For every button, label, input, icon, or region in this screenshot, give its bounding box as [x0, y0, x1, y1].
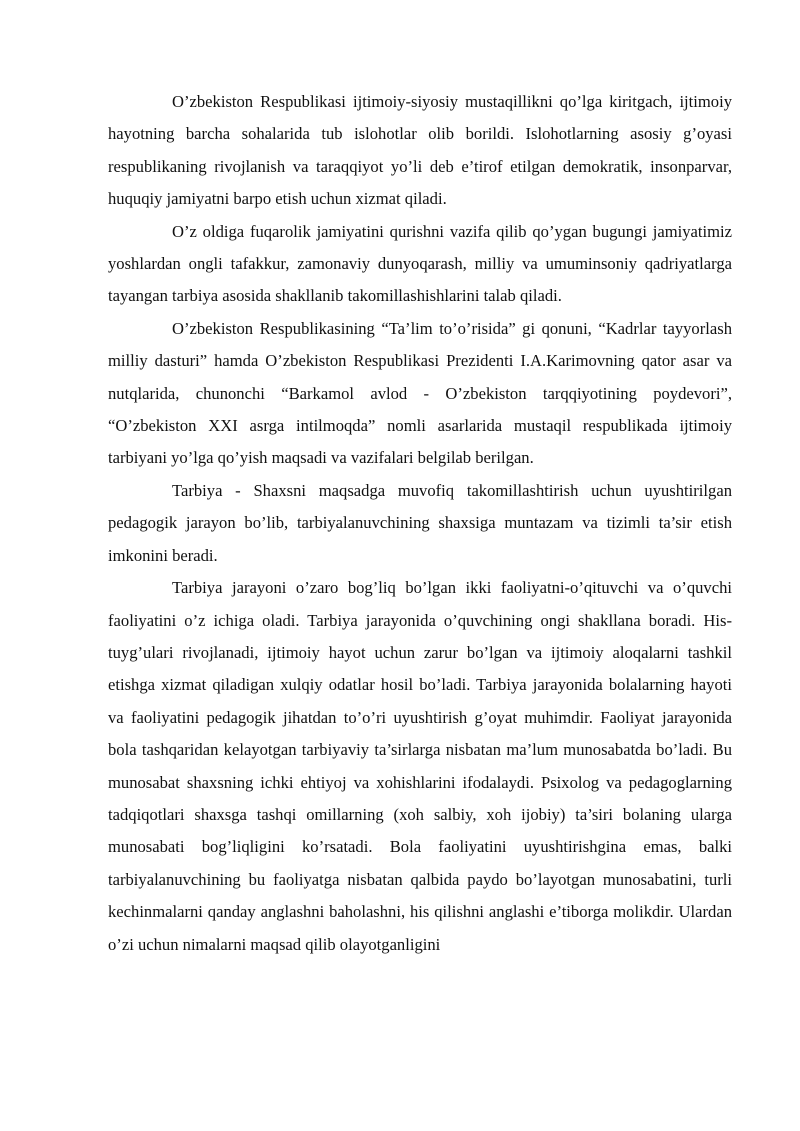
paragraph-5: Tarbiya jarayoni o’zaro bog’liq bo’lgan ikki faoliyatni-o’qituvchi va o’quvchi faoliyatini o’z ichiga oladi. Tarbiya jarayonida o’quvchining ongi shakllana boradi. His-tuyg’ulari rivojlanadi, ijtimoiy hayot uchun zarur bo’lgan va ijtimoiy aloqalarni tashkil etishga xizmat qiladigan xulqiy odatlar hosil bo’ladi. Tarbiya jarayonida bolalarning hayoti va faoliyatini pedagogik jihatdan to’o’ri uyushtirish g’oyat muhimdir. Faoliyat jarayonida bola tashqaridan kelayotgan tarbiyaviy ta’sirlarga nisbatan ma’lum munosabatda bo’ladi. Bu munosabat shaxsning ichki ehtiyoj va xohishlarini ifodalaydi. Psixolog va pedagoglarning tadqiqotlari shaxsga tashqi omillarning (xoh salbiy, xoh ijobiy) ta’siri bolaning ularga munosabati bog’liqligini ko’rsatadi. Bola faoliyatini uyushtirishgina emas, balki tarbiyalanuvchining bu faoliyatga nisbatan qalbida paydo bo’layotgan munosabatini, turli kechinmalarni qanday anglashni baholashni, his qilishni anglashi e’tiborga molikdir. Ulardan o’zi uchun nimalarni maqsad qilib olayotganligini	[108, 578, 732, 954]
paragraph-4: Tarbiya - Shaxsni maqsadga muvofiq takomillashtirish uchun uyushtirilgan pedagogik jarayon bo’lib, tarbiyalanuvchining shaxsiga muntazam va tizimli ta’sir etish imkonini beradi.	[108, 480, 732, 565]
paragraph-1: O’zbekiston Respublikasi ijtimoiy-siyosiy mustaqillikni qo’lga kiritgach, ijtimoiy hayotning barcha sohalarida tub islohotlar olib borildi. Islohotlarning asosiy g’oyasi respublikaning rivojlanish va taraqqiyot yo’li deb e’tirof etilgan demokratik, insonparvar, huquqiy jamiyatni barpo etish uchun xizmat qiladi.	[108, 92, 732, 209]
paragraph-3: O’zbekiston Respublikasining “Ta’lim to’o’risida” gi qonuni, “Kadrlar tayyorlash milliy dasturi” hamda O’zbekiston Respublikasi Prezidenti I.A.Karimovning qator asar va nutqlarida, chunonchi “Barkamol avlod - O’zbekiston tarqqiyotining poydevori”, “O’zbekiston XXI asrga intilmoqda” nomli asarlarida mustaqil respublikada ijtimoiy tarbiyani yo’lga qo’yish maqsadi va vazifalari belgilab berilgan.	[108, 318, 732, 468]
paragraph-2: O’z oldiga fuqarolik jamiyatini qurishni vazifa qilib qo’ygan bugungi jamiyatimiz yoshlardan ongli tafakkur, zamonaviy dunyoqarash, milliy va umuminsoniy qadriyatlarga tayangan tarbiya asosida shakllanib takomillashishlarini talab qiladi.	[108, 221, 732, 306]
document-page	[108, 86, 732, 961]
